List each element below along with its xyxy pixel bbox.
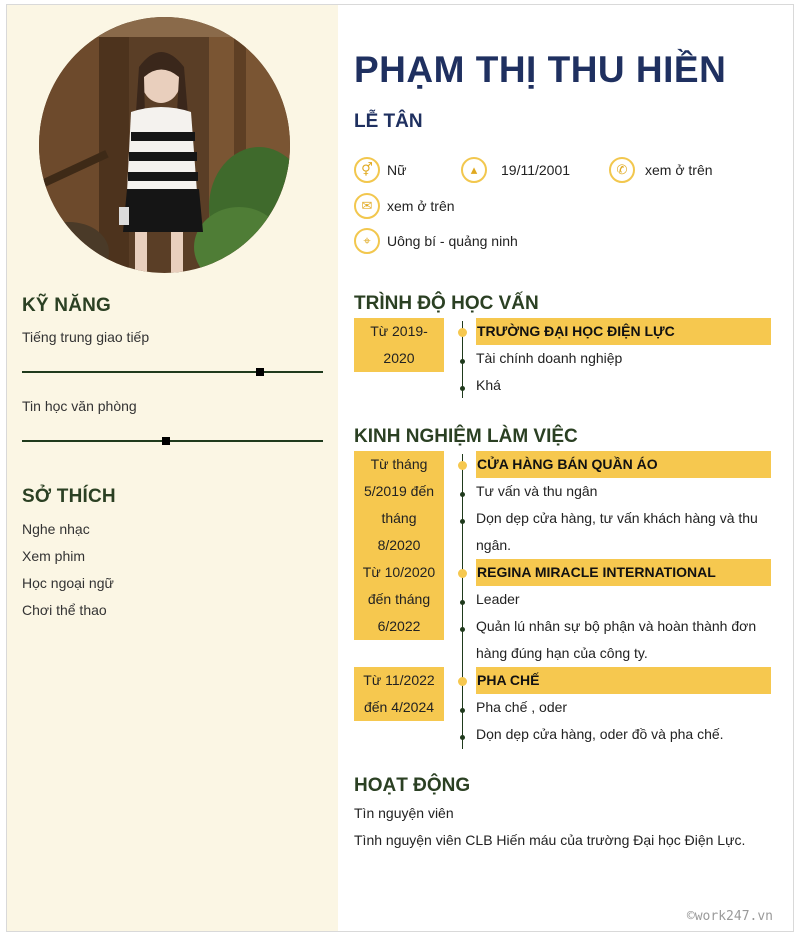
- timeline-bullet: [460, 735, 465, 740]
- sidebar: [7, 5, 338, 931]
- phone-value: xem ở trên: [645, 162, 713, 178]
- activity-line: Tình nguyện viên CLB Hiến máu của trường Đại học Điện Lực.: [354, 832, 746, 848]
- job-detail: Dọn dẹp cửa hàng, tư vấn khách hàng và thu ngân.: [476, 510, 758, 553]
- education-detail: Khá: [476, 377, 501, 393]
- timeline-bullet: [460, 600, 465, 605]
- gender-info: [354, 157, 406, 183]
- skill-level-marker: [162, 437, 170, 445]
- skill-label: Tin học văn phòng: [22, 398, 137, 414]
- phone-info: [609, 157, 713, 183]
- timeline-bullet: [460, 386, 465, 391]
- email-value: xem ở trên: [387, 198, 455, 214]
- job-date: [354, 559, 444, 640]
- activity-line: Tìn nguyện viên: [354, 805, 454, 821]
- date-line: Từ 10/2020: [362, 564, 436, 580]
- hobby-item: Xem phim: [22, 548, 86, 564]
- education-date: [354, 318, 444, 372]
- timeline-dot: [458, 461, 467, 470]
- education-title: TRÌNH ĐỘ HỌC VẤN: [354, 293, 539, 314]
- birthday-cake-icon: ▴: [461, 157, 487, 183]
- timeline-bullet: [460, 519, 465, 524]
- email-info: [354, 193, 455, 219]
- location-icon: ⌖: [354, 228, 380, 254]
- address-value: Uông bí - quảng ninh: [387, 233, 518, 249]
- watermark: ©work247.vn: [686, 909, 773, 924]
- date-line: Từ tháng: [370, 456, 428, 472]
- school-name: TRƯỜNG ĐẠI HỌC ĐIỆN LỰC: [476, 318, 771, 345]
- job-detail: Tư vấn và thu ngân: [476, 483, 598, 499]
- birthday-info: [461, 157, 570, 183]
- company-name: CỬA HÀNG BÁN QUẦN ÁO: [476, 451, 771, 478]
- job-position: LỄ TÂN: [354, 111, 423, 132]
- gender-value: Nữ: [387, 162, 407, 178]
- date-line: đến 4/2024: [363, 699, 435, 715]
- timeline-dot: [458, 677, 467, 686]
- date-line: 8/2020: [377, 537, 421, 553]
- cv-page: [6, 4, 794, 932]
- job-detail: Quản lú nhân sự bộ phận và hoàn thành đơn hàng đúng hạn của công ty.: [476, 618, 757, 661]
- gender-icon: ⚥: [354, 157, 380, 183]
- company-name: PHA CHẾ: [476, 667, 771, 694]
- skills-title: KỸ NĂNG: [22, 295, 112, 316]
- candidate-name: PHẠM THỊ THU HIỀN: [354, 49, 727, 90]
- job-date: [354, 451, 444, 559]
- date-line: Từ 11/2022: [363, 672, 435, 688]
- email-icon: ✉: [354, 193, 380, 219]
- profile-photo-image: [39, 17, 290, 273]
- job-date: [354, 667, 444, 721]
- skill-bar: [22, 371, 323, 373]
- company-name: REGINA MIRACLE INTERNATIONAL: [476, 559, 771, 586]
- timeline-bullet: [460, 627, 465, 632]
- date-line: Từ 2019-: [370, 323, 428, 339]
- hobbies-title: SỞ THÍCH: [22, 486, 116, 507]
- hobby-item: Chơi thể thao: [22, 602, 107, 618]
- phone-icon: ✆: [609, 157, 635, 183]
- activities-title: HOẠT ĐỘNG: [354, 775, 471, 796]
- skill-label: Tiếng trung giao tiếp: [22, 329, 150, 345]
- date-line: 6/2022: [377, 618, 421, 634]
- date-line: 5/2019 đến: [363, 483, 435, 499]
- profile-photo: [39, 17, 290, 273]
- job-detail: Pha chế , oder: [476, 699, 568, 715]
- hobby-item: Nghe nhạc: [22, 521, 90, 537]
- hobby-item: Học ngoại ngữ: [22, 575, 114, 591]
- timeline-dot: [458, 569, 467, 578]
- timeline-bullet: [460, 492, 465, 497]
- date-line: 2020: [383, 350, 415, 366]
- education-detail: Tài chính doanh nghiệp: [476, 350, 623, 366]
- address-info: [354, 228, 518, 254]
- skill-bar: [22, 440, 323, 442]
- timeline-bullet: [460, 708, 465, 713]
- timeline-dot: [458, 328, 467, 337]
- date-line: đến tháng: [367, 591, 431, 607]
- job-detail: Leader: [476, 591, 520, 607]
- birthday-value: 19/11/2001: [501, 162, 571, 178]
- timeline-bullet: [460, 359, 465, 364]
- experience-title: KINH NGHIỆM LÀM VIỆC: [354, 426, 578, 447]
- skill-level-marker: [256, 368, 264, 376]
- date-line: tháng: [381, 510, 417, 526]
- job-detail: Dọn dẹp cửa hàng, oder đồ và pha chế.: [476, 726, 724, 742]
